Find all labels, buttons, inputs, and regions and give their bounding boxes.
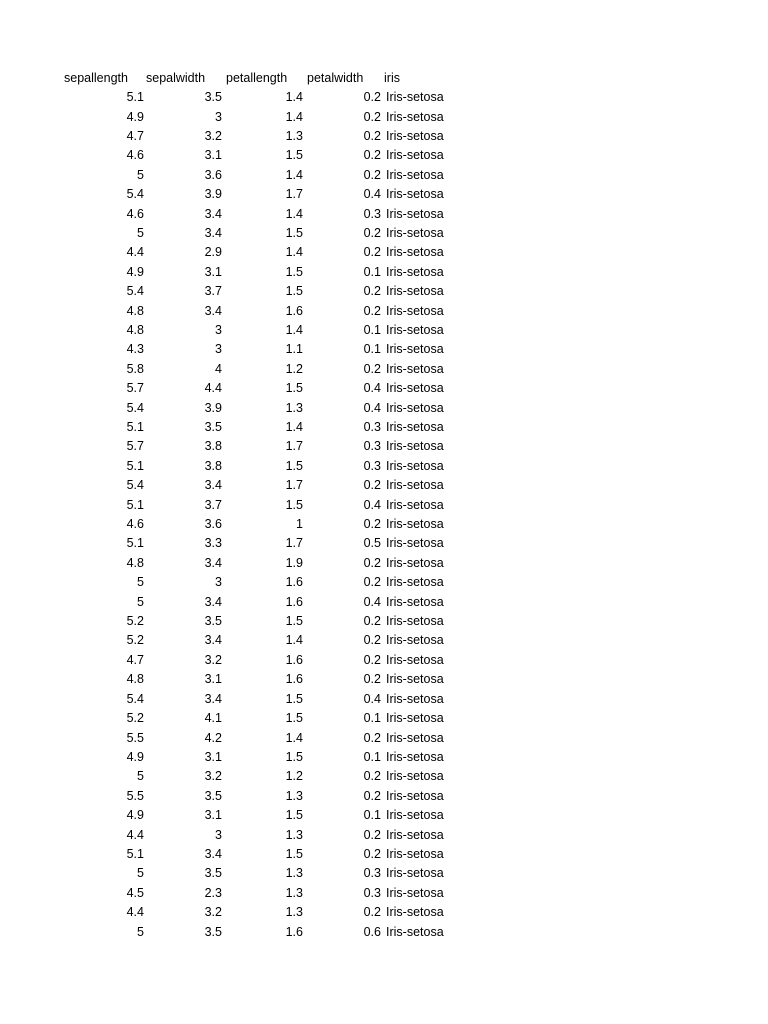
cell-petalwidth: 0.6 (363, 924, 381, 939)
cell-petallength: 1.6 (285, 924, 303, 939)
cell-petallength: 1.6 (285, 594, 303, 609)
cell-petallength: 1.7 (285, 478, 303, 493)
cell-iris: Iris-setosa (386, 439, 444, 454)
table-row (64, 476, 476, 495)
table-row (64, 437, 476, 456)
cell-sepallength: 4.6 (126, 206, 144, 221)
cell-petallength: 1.5 (285, 614, 303, 629)
table-row (64, 592, 476, 611)
cell-petalwidth: 0.2 (363, 905, 381, 920)
cell-iris: Iris-setosa (386, 614, 444, 629)
cell-petallength: 1.7 (285, 536, 303, 551)
cell-sepalwidth: 3 (215, 575, 222, 590)
cell-sepallength: 5.4 (126, 400, 144, 415)
cell-sepallength: 5 (137, 167, 144, 182)
cell-petallength: 1.5 (285, 846, 303, 861)
cell-iris: Iris-setosa (386, 187, 444, 202)
cell-petallength: 1.3 (285, 866, 303, 881)
cell-sepallength: 4.8 (126, 672, 144, 687)
header-sepallength: sepallength (64, 70, 128, 85)
cell-sepallength: 4.4 (126, 827, 144, 842)
table-row (64, 728, 476, 747)
cell-iris: Iris-setosa (386, 128, 444, 143)
cell-petalwidth: 0.2 (363, 90, 381, 105)
cell-sepallength: 5.1 (126, 420, 144, 435)
cell-petalwidth: 0.2 (363, 284, 381, 299)
cell-iris: Iris-setosa (386, 652, 444, 667)
cell-petallength: 1.6 (285, 672, 303, 687)
table-row (64, 398, 476, 417)
cell-petallength: 1.2 (285, 769, 303, 784)
table-row (64, 767, 476, 786)
table-row (64, 805, 476, 824)
cell-petalwidth: 0.2 (363, 517, 381, 532)
cell-sepalwidth: 2.3 (204, 885, 222, 900)
cell-sepallength: 5 (137, 575, 144, 590)
cell-petallength: 1.5 (285, 749, 303, 764)
cell-iris: Iris-setosa (386, 322, 444, 337)
cell-iris: Iris-setosa (386, 885, 444, 900)
cell-petalwidth: 0.1 (363, 711, 381, 726)
cell-petalwidth: 0.2 (363, 827, 381, 842)
cell-sepallength: 5.4 (126, 187, 144, 202)
cell-petallength: 1.4 (285, 109, 303, 124)
cell-iris: Iris-setosa (386, 284, 444, 299)
cell-iris: Iris-setosa (386, 225, 444, 240)
cell-sepalwidth: 3.1 (204, 808, 222, 823)
cell-petallength: 1.5 (285, 148, 303, 163)
cell-iris: Iris-setosa (386, 109, 444, 124)
cell-petalwidth: 0.2 (363, 555, 381, 570)
cell-iris: Iris-setosa (386, 167, 444, 182)
cell-iris: Iris-setosa (386, 691, 444, 706)
cell-petallength: 1.5 (285, 458, 303, 473)
cell-iris: Iris-setosa (386, 90, 444, 105)
header-petalwidth: petalwidth (307, 70, 364, 85)
table-row (64, 747, 476, 766)
cell-petalwidth: 0.1 (363, 322, 381, 337)
cell-sepalwidth: 3.6 (204, 167, 222, 182)
cell-sepallength: 4.8 (126, 555, 144, 570)
cell-sepallength: 5 (137, 924, 144, 939)
table-row (64, 340, 476, 359)
cell-sepalwidth: 3.8 (204, 439, 222, 454)
cell-sepalwidth: 3.4 (204, 206, 222, 221)
cell-petallength: 1.5 (285, 284, 303, 299)
table-row (64, 281, 476, 300)
cell-sepalwidth: 3.4 (204, 594, 222, 609)
cell-petalwidth: 0.4 (363, 400, 381, 415)
cell-petallength: 1.5 (285, 264, 303, 279)
cell-iris: Iris-setosa (386, 905, 444, 920)
cell-petallength: 1.6 (285, 303, 303, 318)
cell-iris: Iris-setosa (386, 594, 444, 609)
cell-iris: Iris-setosa (386, 711, 444, 726)
cell-sepalwidth: 3.5 (204, 788, 222, 803)
cell-petallength: 1.2 (285, 361, 303, 376)
cell-sepalwidth: 3.4 (204, 555, 222, 570)
cell-sepallength: 5.4 (126, 478, 144, 493)
cell-sepalwidth: 4.1 (204, 711, 222, 726)
cell-iris: Iris-setosa (386, 808, 444, 823)
cell-petallength: 1.3 (285, 885, 303, 900)
cell-sepalwidth: 3.9 (204, 187, 222, 202)
cell-sepalwidth: 3.1 (204, 264, 222, 279)
cell-iris: Iris-setosa (386, 788, 444, 803)
table-row (64, 495, 476, 514)
cell-iris: Iris-setosa (386, 478, 444, 493)
cell-petallength: 1.5 (285, 711, 303, 726)
table-row (64, 844, 476, 863)
cell-sepalwidth: 4.4 (204, 381, 222, 396)
cell-petalwidth: 0.4 (363, 497, 381, 512)
table-row (64, 922, 476, 941)
cell-iris: Iris-setosa (386, 536, 444, 551)
cell-sepallength: 4.8 (126, 322, 144, 337)
cell-sepallength: 5.1 (126, 536, 144, 551)
cell-iris: Iris-setosa (386, 555, 444, 570)
cell-petalwidth: 0.1 (363, 749, 381, 764)
cell-iris: Iris-setosa (386, 361, 444, 376)
cell-petalwidth: 0.2 (363, 128, 381, 143)
cell-iris: Iris-setosa (386, 420, 444, 435)
cell-petallength: 1.7 (285, 439, 303, 454)
cell-petalwidth: 0.2 (363, 730, 381, 745)
cell-petalwidth: 0.2 (363, 788, 381, 803)
cell-sepallength: 5.1 (126, 90, 144, 105)
cell-petalwidth: 0.2 (363, 245, 381, 260)
table-row (64, 417, 476, 436)
cell-iris: Iris-setosa (386, 458, 444, 473)
cell-sepallength: 4.7 (126, 652, 144, 667)
cell-petalwidth: 0.2 (363, 361, 381, 376)
cell-petalwidth: 0.5 (363, 536, 381, 551)
cell-sepallength: 5 (137, 225, 144, 240)
cell-sepallength: 5.2 (126, 614, 144, 629)
table-row (64, 146, 476, 165)
cell-sepallength: 4.9 (126, 109, 144, 124)
cell-iris: Iris-setosa (386, 497, 444, 512)
cell-petalwidth: 0.4 (363, 594, 381, 609)
cell-petallength: 1.3 (285, 400, 303, 415)
cell-petalwidth: 0.2 (363, 167, 381, 182)
cell-sepallength: 4.3 (126, 342, 144, 357)
table-row (64, 184, 476, 203)
cell-sepalwidth: 3.5 (204, 866, 222, 881)
cell-petallength: 1.5 (285, 691, 303, 706)
cell-sepallength: 5 (137, 769, 144, 784)
cell-petallength: 1.4 (285, 167, 303, 182)
table-row (64, 223, 476, 242)
cell-iris: Iris-setosa (386, 148, 444, 163)
table-row (64, 689, 476, 708)
cell-sepalwidth: 3.4 (204, 846, 222, 861)
cell-petallength: 1.4 (285, 322, 303, 337)
cell-iris: Iris-setosa (386, 206, 444, 221)
cell-sepallength: 5.7 (126, 439, 144, 454)
cell-iris: Iris-setosa (386, 769, 444, 784)
cell-sepallength: 5.5 (126, 730, 144, 745)
cell-sepalwidth: 3.8 (204, 458, 222, 473)
cell-petallength: 1.4 (285, 633, 303, 648)
cell-petallength: 1.4 (285, 90, 303, 105)
cell-sepalwidth: 3.4 (204, 633, 222, 648)
cell-petalwidth: 0.3 (363, 866, 381, 881)
cell-petalwidth: 0.2 (363, 303, 381, 318)
cell-iris: Iris-setosa (386, 827, 444, 842)
cell-sepallength: 4.8 (126, 303, 144, 318)
cell-sepalwidth: 3 (215, 827, 222, 842)
table-row (64, 650, 476, 669)
cell-iris: Iris-setosa (386, 264, 444, 279)
cell-petalwidth: 0.1 (363, 264, 381, 279)
cell-sepalwidth: 3.6 (204, 517, 222, 532)
cell-sepallength: 4.6 (126, 148, 144, 163)
cell-iris: Iris-setosa (386, 517, 444, 532)
table-row (64, 379, 476, 398)
cell-petallength: 1.3 (285, 788, 303, 803)
cell-petallength: 1.6 (285, 652, 303, 667)
cell-sepalwidth: 3.4 (204, 691, 222, 706)
cell-sepallength: 4.9 (126, 749, 144, 764)
cell-petallength: 1.5 (285, 381, 303, 396)
cell-petalwidth: 0.2 (363, 652, 381, 667)
cell-iris: Iris-setosa (386, 245, 444, 260)
table-row (64, 864, 476, 883)
table-row (64, 320, 476, 339)
cell-sepalwidth: 3 (215, 109, 222, 124)
cell-iris: Iris-setosa (386, 633, 444, 648)
cell-sepalwidth: 3 (215, 342, 222, 357)
cell-petalwidth: 0.2 (363, 846, 381, 861)
table-row (64, 670, 476, 689)
cell-petallength: 1.3 (285, 827, 303, 842)
cell-sepallength: 4.9 (126, 264, 144, 279)
cell-sepalwidth: 3.2 (204, 905, 222, 920)
table-row (64, 631, 476, 650)
header-iris: iris (384, 70, 400, 85)
cell-petallength: 1.9 (285, 555, 303, 570)
cell-sepalwidth: 3.5 (204, 90, 222, 105)
cell-sepalwidth: 3.9 (204, 400, 222, 415)
cell-petallength: 1.4 (285, 730, 303, 745)
cell-sepallength: 4.7 (126, 128, 144, 143)
cell-petalwidth: 0.1 (363, 808, 381, 823)
cell-petallength: 1.6 (285, 575, 303, 590)
cell-sepallength: 5.1 (126, 846, 144, 861)
cell-sepallength: 4.6 (126, 517, 144, 532)
cell-petalwidth: 0.1 (363, 342, 381, 357)
cell-petallength: 1 (296, 517, 303, 532)
cell-petalwidth: 0.2 (363, 769, 381, 784)
cell-sepallength: 5.1 (126, 497, 144, 512)
cell-petalwidth: 0.3 (363, 885, 381, 900)
cell-sepalwidth: 3.7 (204, 497, 222, 512)
cell-iris: Iris-setosa (386, 672, 444, 687)
cell-petalwidth: 0.4 (363, 187, 381, 202)
cell-petalwidth: 0.4 (363, 691, 381, 706)
table-row (64, 708, 476, 727)
cell-sepallength: 5 (137, 866, 144, 881)
cell-petallength: 1.7 (285, 187, 303, 202)
table-row (64, 883, 476, 902)
cell-sepalwidth: 3.2 (204, 128, 222, 143)
cell-petalwidth: 0.2 (363, 148, 381, 163)
cell-sepallength: 4.4 (126, 905, 144, 920)
table-row (64, 534, 476, 553)
table-row (64, 243, 476, 262)
cell-sepallength: 4.5 (126, 885, 144, 900)
cell-sepalwidth: 3.1 (204, 672, 222, 687)
table-row (64, 611, 476, 630)
table-row (64, 87, 476, 106)
table-row (64, 359, 476, 378)
cell-iris: Iris-setosa (386, 846, 444, 861)
header-sepalwidth: sepalwidth (146, 70, 206, 85)
cell-sepalwidth: 4.2 (204, 730, 222, 745)
cell-sepalwidth: 3.5 (204, 924, 222, 939)
cell-petalwidth: 0.4 (363, 381, 381, 396)
cell-sepalwidth: 3.2 (204, 652, 222, 667)
table-row (64, 573, 476, 592)
cell-sepallength: 5.2 (126, 633, 144, 648)
cell-sepallength: 5.1 (126, 458, 144, 473)
cell-sepalwidth: 2.9 (204, 245, 222, 260)
cell-petalwidth: 0.2 (363, 672, 381, 687)
cell-petalwidth: 0.3 (363, 206, 381, 221)
cell-sepallength: 5.8 (126, 361, 144, 376)
cell-sepalwidth: 3.1 (204, 148, 222, 163)
cell-iris: Iris-setosa (386, 730, 444, 745)
cell-sepallength: 4.4 (126, 245, 144, 260)
cell-sepallength: 5 (137, 594, 144, 609)
cell-petalwidth: 0.2 (363, 225, 381, 240)
cell-sepalwidth: 3.5 (204, 420, 222, 435)
cell-sepalwidth: 3.3 (204, 536, 222, 551)
cell-sepallength: 5.4 (126, 284, 144, 299)
table-row (64, 514, 476, 533)
cell-petallength: 1.4 (285, 206, 303, 221)
cell-iris: Iris-setosa (386, 400, 444, 415)
cell-sepalwidth: 3.4 (204, 225, 222, 240)
cell-sepallength: 4.9 (126, 808, 144, 823)
cell-petallength: 1.4 (285, 245, 303, 260)
table-row (64, 786, 476, 805)
cell-petallength: 1.5 (285, 225, 303, 240)
cell-petalwidth: 0.2 (363, 575, 381, 590)
cell-iris: Iris-setosa (386, 342, 444, 357)
cell-petallength: 1.1 (285, 342, 303, 357)
cell-sepalwidth: 4 (215, 361, 222, 376)
cell-sepalwidth: 3.5 (204, 614, 222, 629)
cell-sepalwidth: 3.4 (204, 303, 222, 318)
cell-petallength: 1.5 (285, 808, 303, 823)
table-row (64, 165, 476, 184)
table-row (64, 301, 476, 320)
cell-sepallength: 5.5 (126, 788, 144, 803)
cell-sepallength: 5.7 (126, 381, 144, 396)
cell-sepallength: 5.4 (126, 691, 144, 706)
table-row (64, 553, 476, 572)
cell-sepallength: 5.2 (126, 711, 144, 726)
header-row (64, 68, 476, 87)
cell-petalwidth: 0.3 (363, 458, 381, 473)
cell-petallength: 1.4 (285, 420, 303, 435)
table-row (64, 456, 476, 475)
cell-petallength: 1.5 (285, 497, 303, 512)
cell-iris: Iris-setosa (386, 866, 444, 881)
data-table (64, 68, 476, 941)
cell-petalwidth: 0.2 (363, 478, 381, 493)
cell-sepalwidth: 3.7 (204, 284, 222, 299)
table-row (64, 126, 476, 145)
cell-iris: Iris-setosa (386, 924, 444, 939)
cell-petalwidth: 0.3 (363, 420, 381, 435)
cell-petalwidth: 0.3 (363, 439, 381, 454)
cell-iris: Iris-setosa (386, 575, 444, 590)
cell-petalwidth: 0.2 (363, 633, 381, 648)
cell-petalwidth: 0.2 (363, 109, 381, 124)
cell-sepalwidth: 3 (215, 322, 222, 337)
cell-iris: Iris-setosa (386, 303, 444, 318)
cell-petallength: 1.3 (285, 905, 303, 920)
header-petallength: petallength (226, 70, 288, 85)
table-row (64, 902, 476, 921)
table-body (64, 87, 476, 941)
cell-sepalwidth: 3.2 (204, 769, 222, 784)
cell-petallength: 1.3 (285, 128, 303, 143)
table-row (64, 262, 476, 281)
cell-sepalwidth: 3.4 (204, 478, 222, 493)
table-row (64, 825, 476, 844)
cell-iris: Iris-setosa (386, 749, 444, 764)
table-row (64, 107, 476, 126)
cell-sepalwidth: 3.1 (204, 749, 222, 764)
table-row (64, 204, 476, 223)
cell-iris: Iris-setosa (386, 381, 444, 396)
cell-petalwidth: 0.2 (363, 614, 381, 629)
